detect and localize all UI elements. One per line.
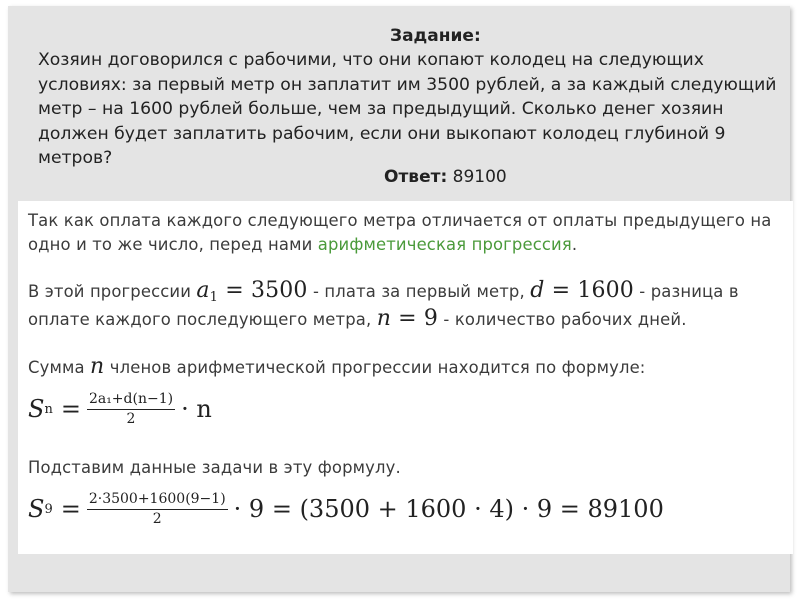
f2-lhs: S (28, 495, 45, 523)
answer-value: 89100 (452, 167, 507, 187)
solution-paragraph-3 (28, 355, 645, 380)
f2-tail: · 9 = (3500 + 1600 · 4) · 9 = 89100 (233, 495, 664, 523)
f2-fraction (87, 491, 228, 527)
solution-paragraph-1 (28, 209, 778, 257)
f2-denominator: 2 (152, 511, 162, 527)
p2-end-text: - количество рабочих дней. (443, 310, 687, 329)
f2-eq: = (60, 495, 81, 523)
n-symbol: n (376, 306, 392, 331)
solution-paragraph-2-line-2 (28, 307, 687, 332)
d-value: = 1600 (551, 278, 634, 303)
solution-panel (18, 201, 793, 554)
task-block (38, 24, 778, 171)
solution-paragraph-4: Подставим данные задачи в эту формулу. (28, 458, 401, 477)
p2-text-a: В этой прогрессии (28, 282, 192, 301)
a1-symbol: a (196, 278, 210, 303)
f1-fraction (87, 391, 175, 427)
p3-n-symbol: n (90, 354, 105, 379)
p2-text-c: - разница в (639, 282, 739, 301)
progression-link[interactable]: арифметическая прогрессия (317, 235, 572, 254)
slide (8, 6, 790, 592)
f1-lhs-sub: n (44, 401, 53, 417)
solution-p1-text: Так как оплата каждого следующего метра отличается от оплаты предыдущего на одно и то же число, перед нами (28, 211, 772, 254)
p3-text-a: Сумма (28, 358, 85, 377)
f1-eq: = (60, 395, 81, 423)
n-value: = 9 (398, 306, 439, 331)
d-symbol: d (530, 278, 545, 303)
f1-denominator: 2 (126, 411, 136, 427)
d-formula (530, 278, 634, 303)
answer-label: Ответ: (384, 167, 448, 187)
f2-lhs-sub: 9 (44, 501, 53, 517)
f2-numerator: 2·3500+1600(9−1) (87, 491, 228, 510)
p2-text-b: - плата за первый метр, (312, 282, 525, 301)
f1-tail: · n (181, 395, 212, 423)
a1-formula (196, 278, 307, 303)
substituted-formula (28, 491, 664, 527)
a1-subscript: 1 (209, 290, 219, 305)
answer (384, 167, 507, 187)
task-heading: Задание: (390, 26, 481, 46)
a1-value: = 3500 (225, 278, 308, 303)
n-formula (377, 306, 438, 331)
p3-text-b: членов арифметической прогрессии находится по формуле: (109, 358, 646, 377)
f1-numerator: 2a₁+d(n−1) (87, 391, 175, 410)
p2-line2-text: оплате каждого последующего метра, (28, 310, 372, 329)
f1-lhs: S (28, 395, 45, 423)
task-text: Хозяин договорился с рабочими, что они копают колодец на следующих условиях: за первый метр он заплатит им 3500 рублей, а за каждый следующий метр – на 1600 рублей больше, чем за предыдущий. Сколько денег хозяин должен будет заплатить рабочим, если они выкопают колодец глубиной 9 метров? (38, 50, 777, 168)
solution-p1-end: . (571, 235, 578, 254)
sum-formula (28, 391, 212, 427)
